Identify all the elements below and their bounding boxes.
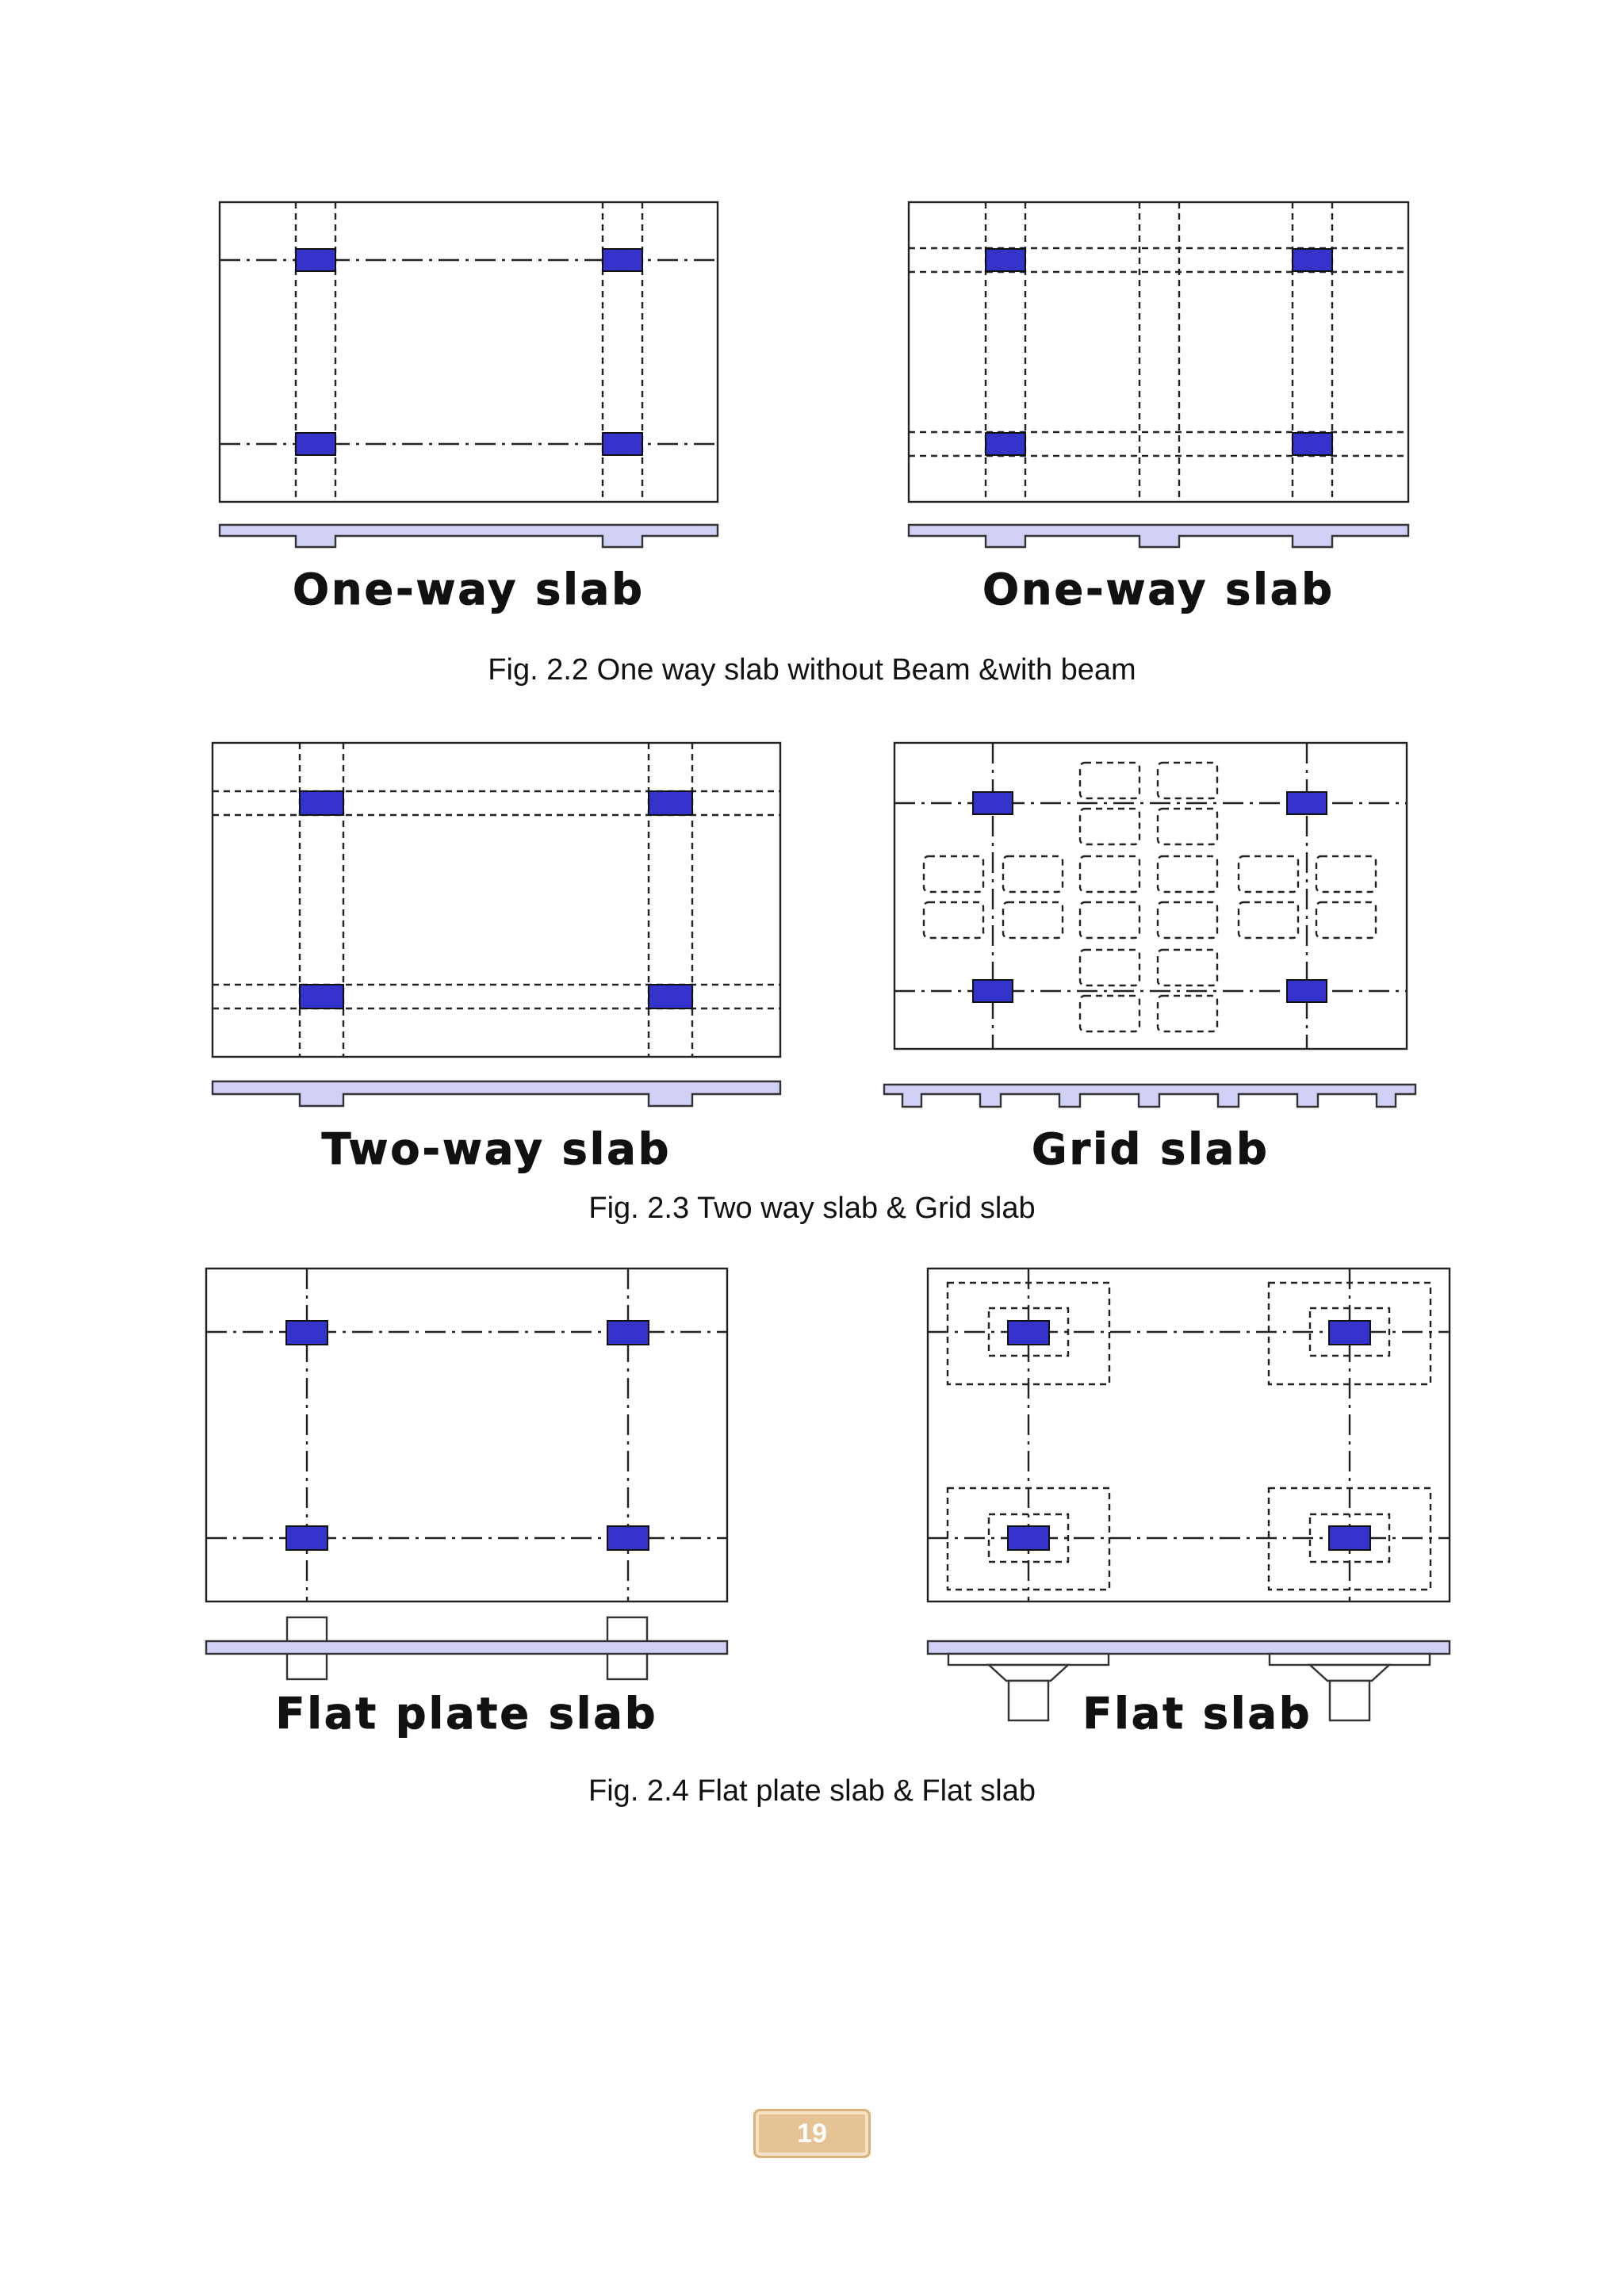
- coffer: [1158, 856, 1217, 892]
- column: [296, 433, 335, 455]
- coffer: [1080, 950, 1139, 985]
- coffer: [1080, 809, 1139, 844]
- slab-section: [928, 1641, 1450, 1654]
- coffer: [1080, 996, 1139, 1031]
- slab-section: [220, 525, 718, 547]
- coffer: [1080, 902, 1139, 938]
- column: [607, 1321, 649, 1345]
- coffer: [924, 902, 983, 938]
- column: [1008, 1321, 1049, 1345]
- fig24-right-label: Flat slab: [1082, 1689, 1312, 1739]
- column: [607, 1526, 649, 1550]
- slab-outline: [928, 1269, 1450, 1601]
- column: [986, 433, 1025, 455]
- column-capital-section: [1310, 1665, 1389, 1681]
- column: [1008, 1526, 1049, 1550]
- column: [603, 249, 642, 271]
- column: [649, 985, 692, 1008]
- page-number-badge: 19: [753, 2109, 871, 2158]
- column-section: [1330, 1681, 1369, 1720]
- two-way-slab-plan-diagram: [206, 737, 793, 1110]
- column: [1329, 1321, 1370, 1345]
- one-way-slab-with-beam-plan-diagram: [904, 198, 1419, 555]
- coffer: [1158, 950, 1217, 985]
- column: [286, 1321, 327, 1345]
- fig22-left-label: One-way slab: [293, 564, 645, 614]
- column-section: [1009, 1681, 1048, 1720]
- coffer: [1003, 902, 1063, 938]
- column: [296, 249, 335, 271]
- coffer: [1080, 763, 1139, 798]
- column: [1293, 433, 1332, 455]
- fig23-right-label: Grid slab: [1032, 1124, 1270, 1174]
- fig23-caption: Fig. 2.3 Two way slab & Grid slab: [588, 1192, 1036, 1225]
- coffer: [1239, 856, 1298, 892]
- slab-outline: [894, 743, 1407, 1049]
- coffer: [1316, 856, 1376, 892]
- fig22-caption: Fig. 2.2 One way slab without Beam &with beam: [488, 653, 1136, 687]
- coffer: [1158, 763, 1217, 798]
- coffer: [1003, 856, 1063, 892]
- coffer: [1158, 809, 1217, 844]
- slab-outline: [206, 1269, 727, 1601]
- coffer: [1158, 996, 1217, 1031]
- column: [286, 1526, 327, 1550]
- column: [300, 985, 343, 1008]
- coffer: [1239, 902, 1298, 938]
- fig22-right-label: One-way slab: [982, 564, 1335, 614]
- grid-slab-plan-diagram: [880, 737, 1427, 1110]
- coffer: [924, 856, 983, 892]
- flat-slab-plan-diagram: [920, 1265, 1459, 1724]
- column: [1293, 249, 1332, 271]
- flat-plate-slab-plan-diagram: [202, 1265, 733, 1685]
- column: [973, 792, 1013, 814]
- slab-section: [206, 1641, 727, 1654]
- column: [1329, 1526, 1370, 1550]
- slab-section: [213, 1081, 780, 1106]
- column: [1287, 980, 1327, 1002]
- drop-panel-section: [948, 1654, 1109, 1665]
- column: [649, 791, 692, 815]
- one-way-slab-plan-diagram: [214, 198, 730, 555]
- slab-section: [909, 525, 1408, 547]
- slab-outline: [213, 743, 780, 1057]
- column: [1287, 792, 1327, 814]
- fig24-left-label: Flat plate slab: [275, 1689, 658, 1739]
- drop-panel-section: [1270, 1654, 1430, 1665]
- fig24-caption: Fig. 2.4 Flat plate slab & Flat slab: [588, 1774, 1036, 1808]
- column: [986, 249, 1025, 271]
- column: [300, 791, 343, 815]
- coffer: [1158, 902, 1217, 938]
- coffer: [1080, 856, 1139, 892]
- coffer: [1316, 902, 1376, 938]
- column-capital-section: [989, 1665, 1068, 1681]
- fig23-left-label: Two-way slab: [321, 1124, 672, 1174]
- slab-outline: [909, 202, 1408, 502]
- slab-section: [884, 1085, 1415, 1107]
- column: [973, 980, 1013, 1002]
- column: [603, 433, 642, 455]
